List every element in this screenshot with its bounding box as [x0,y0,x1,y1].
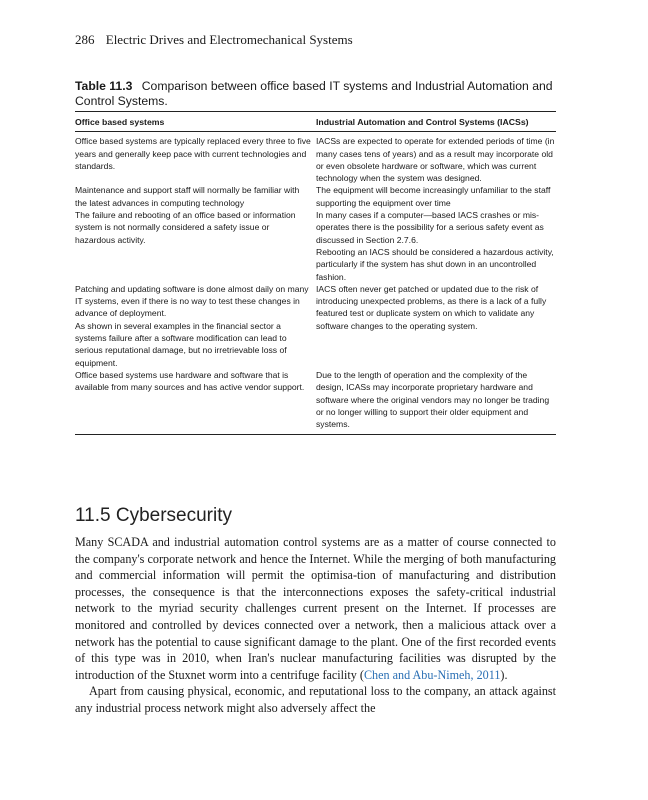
table-cell: The equipment will become increasingly unfamiliar to the staff supporting the equipment over time [316,185,551,208]
paragraph-text-end: ). [500,667,508,682]
table-row [75,209,556,283]
table-row [75,135,556,184]
running-head [75,32,353,48]
table-cell: Rebooting an IACS should be considered a hazardous activity, particularly if the system has shut down in an uncontrolled fashion. [316,246,554,282]
book-title: Electric Drives and Electromechanical Systems [105,32,353,47]
table-cell: In many cases if a computer—based IACS crashes or mis-operates there is the possibility for a serious safety event as discussed in Section 2.7.6. [316,210,544,245]
table-row [75,369,556,430]
paragraph-text: Many SCADA and industrial automation control systems are as a matter of course connected to the company's corporate network and hence the Internet. While the merging of both manufacturing and commercial information will permit the optimisa-tion of manufacturing and distribution processes, the consequence is that the interconnections exposes the safety-critical industrial network to the myriad security challenges current present on the Internet. If processes are monitored and controlled by devices connected over a network, then a malicious attack over a network has the potential to cause significant damage to the plant. One of the first recorded events of this type was in 2010, when Iran's nuclear manufacturing facilities was disrupted by the introduction of the Stuxnet worm into a centrifuge facility ( [75,535,556,682]
paragraph [75,534,556,683]
table-cell: Maintenance and support staff will normally be familiar with the latest advances in computing technology [75,185,300,208]
table-caption-text: Comparison between office based IT systems and Industrial Automation and Control Systems. [75,79,553,108]
table-cell: IACS often never get patched or updated due to the risk of introducing unexpected problems, as there is a lack of a fully featured test or duplicate system on which to validate any software changes to the operating system. [316,283,547,331]
table-body [75,132,556,434]
page-number: 286 [75,32,95,47]
table-cell: The failure and rebooting of an office based or information system is not normally considered a safety issue or hazardous activity. [75,210,296,245]
table-caption [75,79,555,109]
comparison-table [75,111,556,435]
table-row [75,184,556,209]
table-cell: Patching and updating software is done almost daily on many IT systems, even if there is no way to test these changes in advance of deployment. [75,283,309,319]
paragraph: Apart from causing physical, economic, and reputational loss to the company, an attack against any industrial process network might also adversely affect the [75,684,556,715]
col2-header: Industrial Automation and Control Systems (IACSs) [316,117,529,127]
table-row [75,283,556,369]
table-header-row [75,112,556,132]
section-title: 11.5 Cybersecurity [75,505,232,526]
col1-header: Office based systems [75,117,165,127]
section-body [75,534,556,717]
table-cell: As shown in several examples in the financial sector a systems failure after a software modification can lead to serious reputational damage, but no irretrievable loss of equipment. [75,320,287,368]
citation-link[interactable]: Chen and Abu-Nimeh, 2011 [363,667,501,682]
table-cell: Office based systems use hardware and software that is available from many sources and has active vendor support. [75,369,305,393]
table-label: Table 11.3 [75,79,133,93]
table-cell: Office based systems are typically replaced every three to five years and generally keep pace with current technologies and standards. [75,136,311,171]
table-cell: Due to the length of operation and the complexity of the design, ICASs may incorporate proprietary hardware and software where the original vendors may no longer be trading or no longer willing to support their older equipment and systems. [316,369,550,430]
table-cell: IACSs are expected to operate for extended periods of time (in many cases tens of years) and as a result may incorporate old or even obsolete hardware or software, which was current technology when the system was designed. [316,136,555,184]
